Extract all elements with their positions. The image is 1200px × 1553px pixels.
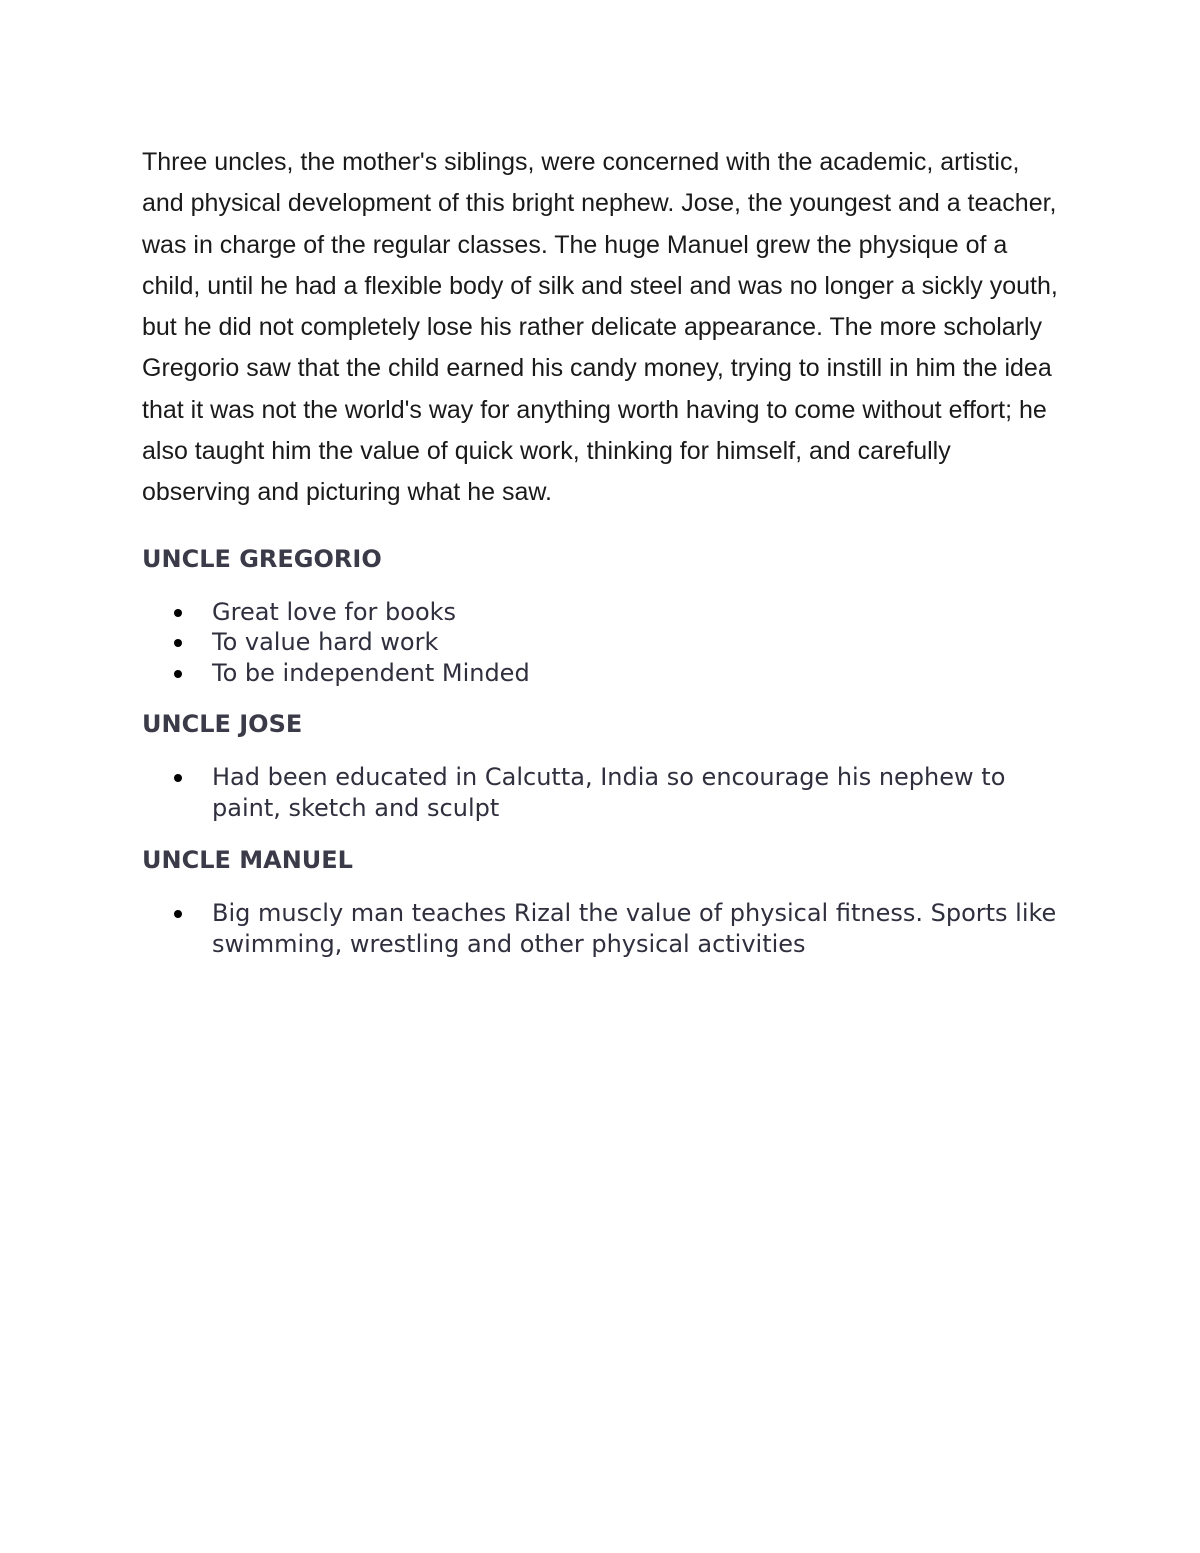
- list-item: [142, 762, 1062, 823]
- intro-paragraph: Three uncles, the mother's siblings, were concerned with the academic, artistic, and physical development of this bright nephew. Jose, the youngest and a teacher, was in charge of the regular classes. The huge Manuel grew the physique of a child, until he had a flexible body of silk and steel and was no longer a sickly youth, but he did not completely lose his rather delicate appearance. The more scholarly Gregorio saw that the child earned his candy money, trying to instill in him the idea that it was not the world's way for anything worth having to come without effort; he also taught him the value of quick work, thinking for himself, and carefully observing and picturing what he saw.: [142, 148, 1058, 507]
- list-item: [142, 627, 1062, 658]
- heading-uncle-gregorio: UNCLE GREGORIO: [142, 544, 382, 573]
- bullet-icon: [174, 910, 182, 918]
- heading-uncle-jose: UNCLE JOSE: [142, 710, 303, 739]
- heading-uncle-manuel: UNCLE MANUEL: [142, 846, 353, 875]
- bullet-icon: [174, 639, 182, 647]
- list-item: [142, 898, 1062, 959]
- list-item-text: Had been educated in Calcutta, India so encourage his nephew to paint, sketch and sculpt: [212, 763, 1006, 822]
- bullet-icon: [174, 609, 182, 617]
- list-item: [142, 658, 1062, 689]
- list-item: [142, 597, 1062, 628]
- list-item-text: Great love for books: [212, 597, 457, 626]
- document-page: [142, 142, 1062, 959]
- list-uncle-jose: [142, 762, 1062, 823]
- list-uncle-manuel: [142, 898, 1062, 959]
- bullet-icon: [174, 670, 182, 678]
- list-item-text: To be independent Minded: [212, 658, 530, 687]
- list-item-text: Big muscly man teaches Rizal the value of physical fitness. Sports like swimming, wrestling and other physical activities: [212, 899, 1057, 958]
- list-uncle-gregorio: [142, 597, 1062, 689]
- list-item-text: To value hard work: [212, 628, 439, 657]
- bullet-icon: [174, 774, 182, 782]
